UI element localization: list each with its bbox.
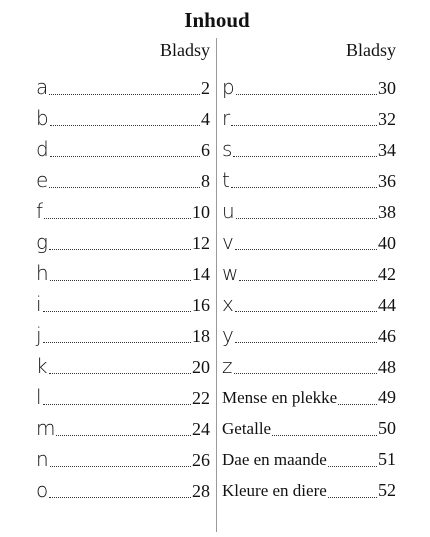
right-page-header: Bladsy [345, 40, 396, 60]
toc-entry-page-number: 12 [192, 233, 210, 253]
toc-entry-label: f [36, 199, 44, 223]
dot-leader [50, 124, 200, 126]
toc-entry-label: m [36, 416, 56, 440]
toc-entry-page-number: 20 [192, 357, 210, 377]
dot-leader [234, 372, 378, 374]
toc-entry-page-number: 40 [378, 233, 396, 253]
toc-entry-label: o [36, 478, 49, 502]
dot-leader [236, 93, 377, 95]
toc-entry [222, 289, 396, 320]
toc-entry-page-number: 30 [378, 78, 396, 98]
toc-entry-label: g [36, 230, 49, 254]
toc-entry-page-number: 51 [378, 449, 396, 469]
toc-entry [36, 134, 210, 165]
right-column [222, 40, 396, 506]
dot-leader [43, 341, 191, 343]
toc-entry-label: h [36, 261, 49, 285]
toc-entry-label: y [222, 323, 234, 347]
dot-leader [328, 465, 377, 467]
dot-leader [49, 186, 200, 188]
toc-entry [222, 103, 396, 134]
dot-leader [43, 403, 191, 405]
dot-leader [56, 434, 191, 436]
toc-entry-label: b [36, 106, 49, 130]
toc-entry-page-number: 2 [201, 78, 210, 98]
toc-entry [36, 72, 210, 103]
dot-leader [49, 93, 200, 95]
toc-entry [36, 413, 210, 444]
toc-entry-label: w [222, 261, 239, 285]
toc-entry-page-number: 4 [201, 109, 210, 129]
dot-leader [338, 403, 377, 405]
toc-entry [222, 444, 396, 475]
dot-leader [49, 372, 191, 374]
toc-entry [36, 475, 210, 506]
toc-entry-page-number: 8 [201, 171, 210, 191]
toc-entry-label: p [222, 75, 235, 99]
toc-entry-label: Dae en maande [222, 450, 327, 469]
dot-leader [231, 124, 377, 126]
toc-entry-label: d [36, 137, 49, 161]
toc-entry [36, 103, 210, 134]
dot-leader [233, 155, 377, 157]
toc-entry-page-number: 24 [192, 419, 210, 439]
toc-entry-label: e [36, 168, 49, 192]
toc-entry [222, 258, 396, 289]
dot-leader [44, 217, 191, 219]
toc-entry [36, 320, 210, 351]
toc-entry-page-number: 42 [378, 264, 396, 284]
left-page-header: Bladsy [159, 40, 210, 60]
toc-entry [36, 444, 210, 475]
toc-entry-label: a [36, 75, 49, 99]
dot-leader [235, 248, 377, 250]
toc-entry-page-number: 52 [378, 480, 396, 500]
toc-entry-label: r [222, 106, 231, 130]
toc-entry-label: j [36, 323, 42, 347]
toc-entry-page-number: 10 [192, 202, 210, 222]
toc-entry [36, 289, 210, 320]
toc-entry-page-number: 18 [192, 326, 210, 346]
toc-entry-page-number: 14 [192, 264, 210, 284]
toc-entry-page-number: 28 [192, 481, 210, 501]
toc-entry-page-number: 49 [378, 387, 396, 407]
dot-leader [328, 496, 377, 498]
toc-entry-page-number: 36 [378, 171, 396, 191]
toc-entry-label: Mense en plekke [222, 388, 338, 407]
toc-entry-page-number: 34 [378, 140, 396, 160]
toc-entry-page-number: 38 [378, 202, 396, 222]
toc-entry [222, 165, 396, 196]
toc-entry-label: x [222, 292, 234, 316]
dot-leader [235, 341, 377, 343]
dot-leader [43, 310, 191, 312]
left-entry-list [36, 72, 210, 506]
dot-leader [231, 186, 377, 188]
column-divider [216, 38, 217, 532]
dot-leader [50, 279, 191, 281]
toc-entry-label: Kleure en diere [222, 481, 327, 500]
toc-entry [222, 320, 396, 351]
dot-leader [236, 217, 377, 219]
toc-entry-label: z [222, 354, 233, 378]
dot-leader [272, 434, 377, 436]
dot-leader [239, 279, 377, 281]
dot-leader [49, 496, 191, 498]
right-entry-list [222, 72, 396, 506]
dot-leader [235, 310, 377, 312]
toc-entry-page-number: 48 [378, 357, 396, 377]
toc-entry-label: n [36, 447, 49, 471]
toc-entry [36, 196, 210, 227]
toc-entry [222, 413, 396, 444]
toc-entry-label: t [222, 168, 230, 192]
toc-entry-label: s [222, 137, 233, 161]
toc-entry [36, 165, 210, 196]
toc-entry-page-number: 6 [201, 140, 210, 160]
toc-entry-page-number: 26 [192, 450, 210, 470]
toc-entry-label: k [36, 354, 48, 378]
toc-entry [222, 475, 396, 506]
toc-entry-label: u [222, 199, 235, 223]
dot-leader [50, 155, 200, 157]
toc-entry-page-number: 32 [378, 109, 396, 129]
toc-entry-label: Getalle [222, 419, 272, 438]
toc-entry [36, 227, 210, 258]
toc-entry-page-number: 44 [378, 295, 396, 315]
toc-entry-page-number: 16 [192, 295, 210, 315]
toc-entry [36, 351, 210, 382]
toc-entry [222, 134, 396, 165]
dot-leader [49, 248, 191, 250]
toc-entry [36, 258, 210, 289]
toc-entry-page-number: 50 [378, 418, 396, 438]
dot-leader [50, 465, 191, 467]
toc-entry-page-number: 22 [192, 388, 210, 408]
left-column [36, 40, 210, 506]
toc-entry-label: l [36, 385, 42, 409]
toc-entry [222, 382, 396, 413]
toc-entry [222, 196, 396, 227]
toc-entry [222, 227, 396, 258]
toc-entry-label: i [36, 292, 42, 316]
toc-entry [36, 382, 210, 413]
toc-entry [222, 351, 396, 382]
page-title: Inhoud [184, 8, 250, 32]
toc-entry-label: v [222, 230, 234, 254]
toc-entry-page-number: 46 [378, 326, 396, 346]
toc-entry [222, 72, 396, 103]
